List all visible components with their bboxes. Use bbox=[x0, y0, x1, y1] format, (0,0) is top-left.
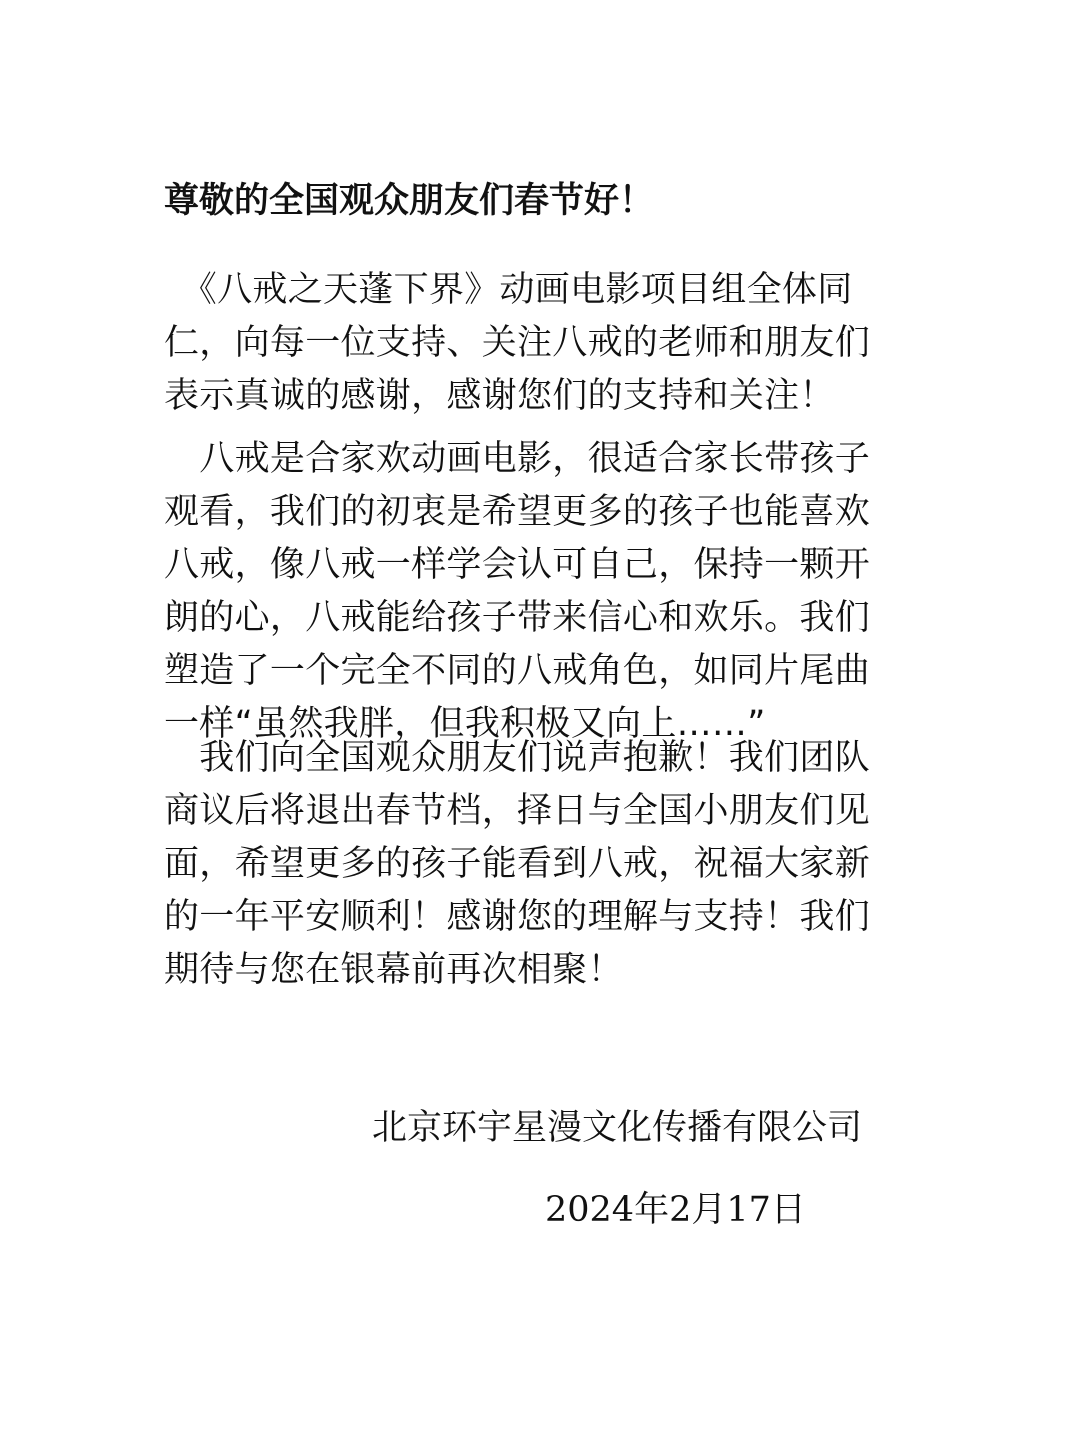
paragraph-line: 我们向全国观众朋友们说声抱歉！我们团队 bbox=[164, 738, 871, 778]
paragraph-line: 面，希望更多的孩子能看到八戒，祝福大家新 bbox=[164, 844, 871, 884]
paragraph-line: 仁，向每一位支持、关注八戒的老师和朋友们 bbox=[164, 323, 871, 363]
paragraph-line: 期待与您在银幕前再次相聚！ bbox=[164, 950, 623, 990]
paragraph-line: 观看，我们的初衷是希望更多的孩子也能喜欢 bbox=[164, 492, 871, 532]
paragraph-line: 《八戒之天蓬下界》动画电影项目组全体同 bbox=[164, 270, 853, 310]
paragraph-line: 商议后将退出春节档，择日与全国小朋友们见 bbox=[164, 791, 871, 831]
paragraph-thanks bbox=[164, 264, 924, 423]
paragraph-film-intent bbox=[164, 433, 924, 751]
paragraph-line: 的一年平安顺利！感谢您的理解与支持！我们 bbox=[164, 897, 871, 937]
paragraph-line: 朗的心，八戒能给孩子带来信心和欢乐。我们 bbox=[164, 598, 871, 638]
letter-greeting: 尊敬的全国观众朋友们春节好！ bbox=[164, 181, 655, 221]
paragraph-line: 表示真诚的感谢，感谢您们的支持和关注！ bbox=[164, 376, 835, 416]
letter-date: 2024年2月17日 bbox=[545, 1190, 806, 1230]
paragraph-line: 八戒是合家欢动画电影，很适合家长带孩子 bbox=[164, 439, 871, 479]
paragraph-line: 一样“虽然我胖，但我积极又向上……” bbox=[164, 704, 766, 744]
paragraph-line: 八戒，像八戒一样学会认可自己，保持一颗开 bbox=[164, 545, 871, 585]
company-signature: 北京环宇星漫文化传播有限公司 bbox=[372, 1108, 863, 1148]
paragraph-line: 塑造了一个完全不同的八戒角色，如同片尾曲 bbox=[164, 651, 871, 691]
paragraph-apology bbox=[164, 732, 924, 997]
